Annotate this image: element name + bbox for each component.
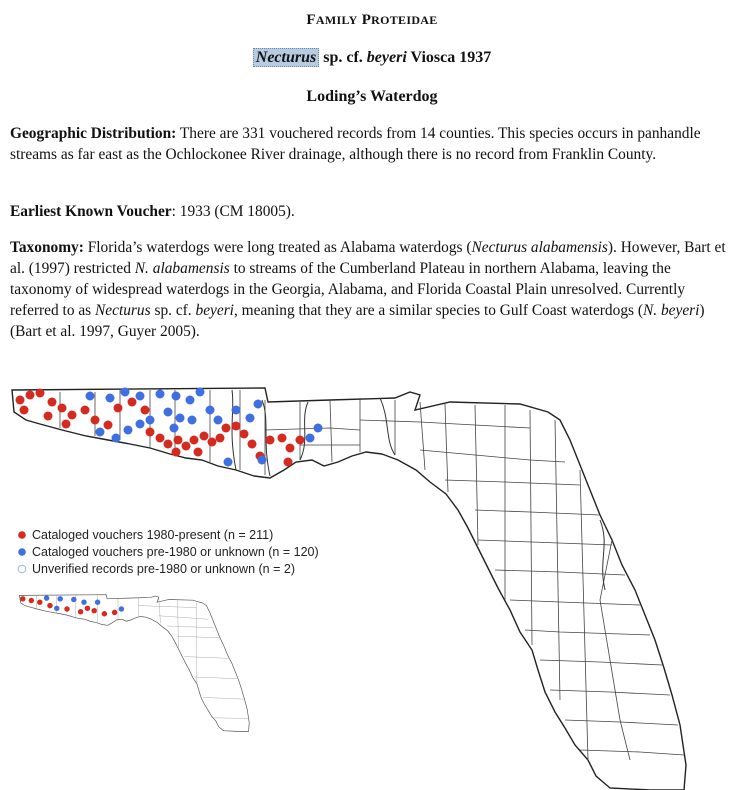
species-heading: Necturus sp. cf. beyeri Viosca 1937 — [0, 49, 744, 67]
family-heading: FAMILY PROTEIDAE — [306, 12, 438, 28]
common-name: Loding’s Waterdog — [306, 88, 438, 105]
earliest-voucher: Earliest Known Voucher: 1933 (CM 18005). — [10, 203, 295, 220]
map-legend — [18, 528, 318, 576]
legend-item-unverified: Unverified records pre-1980 or unknown (n = 2) — [32, 562, 295, 576]
legend-item-pre-1980: Cataloged vouchers pre-1980 or unknown (n = 120) — [32, 545, 319, 559]
distribution-map — [0, 380, 744, 790]
florida-outline — [12, 388, 686, 790]
genus-name: Necturus — [253, 48, 319, 67]
legend-item-1980-present: Cataloged vouchers 1980-present (n = 211) — [32, 528, 274, 542]
taxonomy: Taxonomy: Florida’s waterdogs were long treated as Alabama waterdogs (Necturus alabamensis). However, Bart et al. (1997) restricted N. alabamensis to streams of the Cumberland Plateau in northern Alabama, leaving the taxonomy of widespread waterdogs in the Georgia, Alabama, and Florida Coastal Plain unresolved. Currently referred to as Necturus sp. cf. beyeri, meaning that they are a similar species to Gulf Coast waterdogs (N. beyeri) (Bart et al. 1997, Guyer 2005). — [10, 239, 726, 340]
geographic-distribution: Geographic Distribution: There are 331 vouchered records from 14 counties. This species occurs in panhandle streams as far east as the Ochlockonee River drainage, although there is no record from Franklin County. — [10, 125, 701, 163]
inset-map — [19, 595, 249, 732]
